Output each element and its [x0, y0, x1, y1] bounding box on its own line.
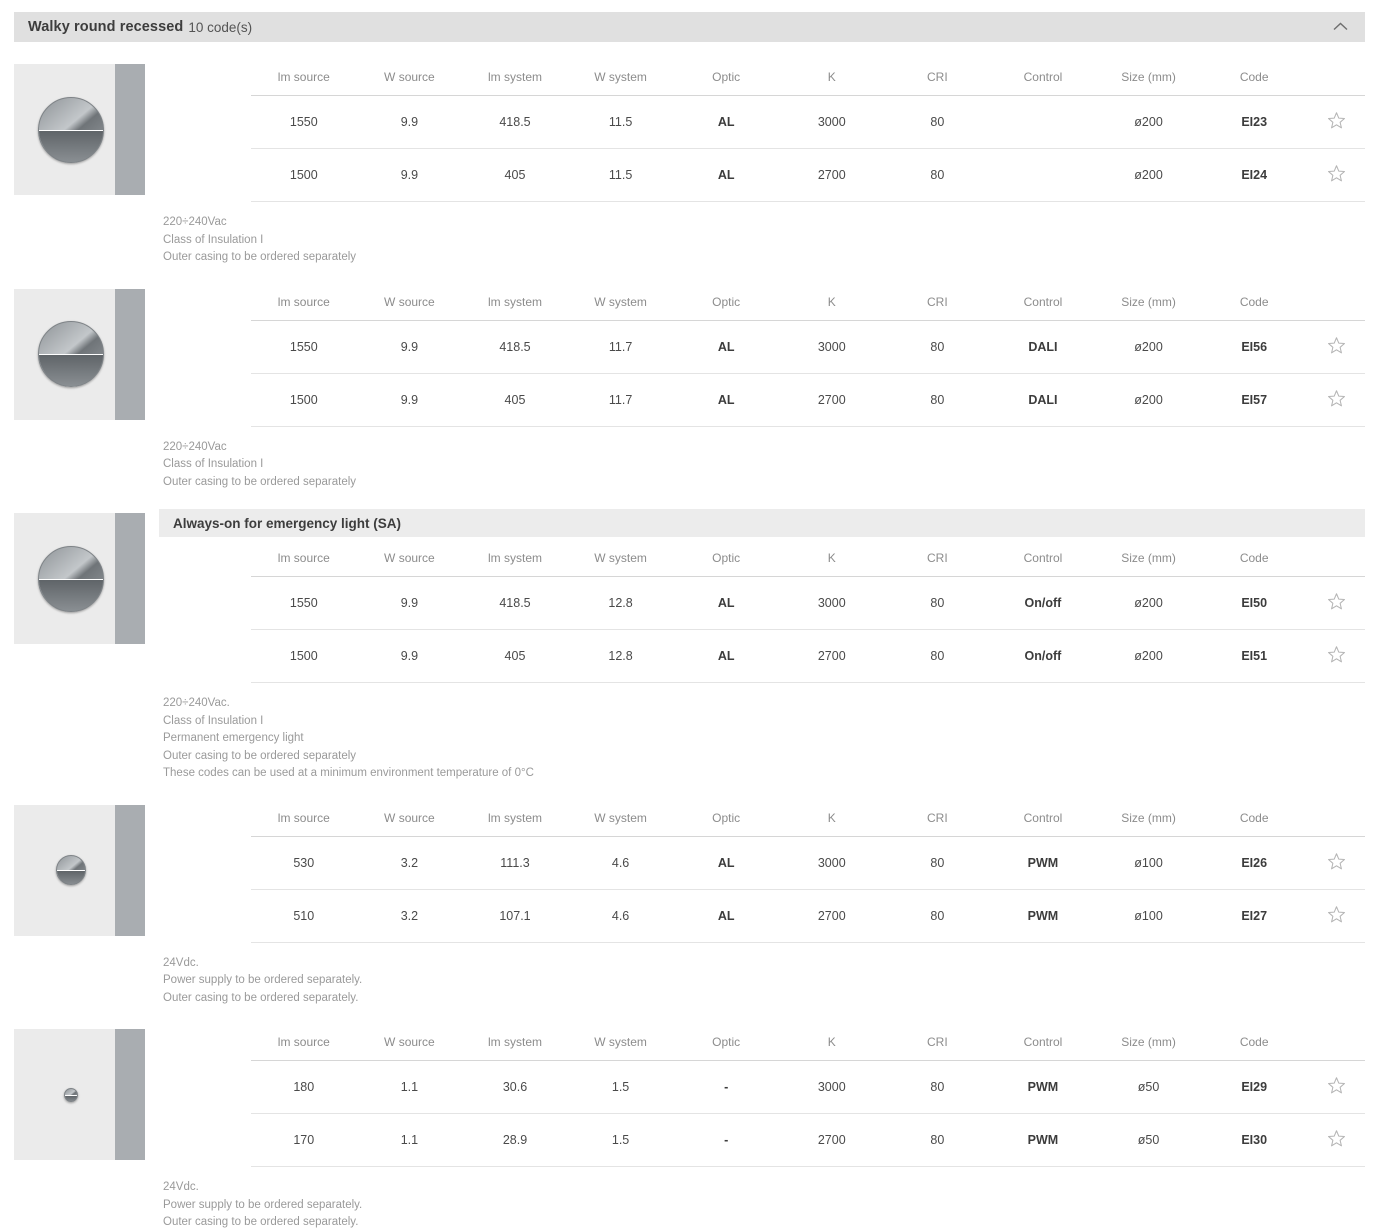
thumbnail-side-band: [115, 289, 145, 420]
cell-lm-source: 1550: [251, 577, 357, 630]
product-groups: [0, 60, 1379, 1232]
spacer-header: [159, 541, 251, 577]
table-row[interactable]: [159, 1061, 1365, 1114]
star-outline-icon[interactable]: [1327, 1129, 1346, 1148]
star-outline-icon[interactable]: [1327, 111, 1346, 130]
column-header-favorite: [1307, 801, 1365, 837]
section-code-count: 10 code(s): [188, 19, 253, 35]
cell-lm-system: 107.1: [462, 889, 568, 942]
spec-table: [159, 285, 1365, 427]
cell-w-source: 9.9: [357, 373, 463, 426]
column-header-code: Code: [1201, 1025, 1307, 1061]
table-header-row: [159, 801, 1365, 837]
product-notes: [159, 1167, 1365, 1232]
table-row[interactable]: [159, 96, 1365, 149]
recessed-luminaire-icon: [38, 97, 104, 163]
note-line: Outer casing to be ordered separately.: [163, 991, 359, 1004]
cell-optic: AL: [673, 373, 779, 426]
column-header-w-system: W system: [568, 1025, 674, 1061]
star-outline-icon[interactable]: [1327, 389, 1346, 408]
row-spacer: [159, 1061, 251, 1114]
cell-w-source: 9.9: [357, 320, 463, 373]
column-header-k: K: [779, 801, 885, 837]
row-spacer: [159, 320, 251, 373]
cell-size: ø100: [1096, 889, 1202, 942]
column-header-favorite: [1307, 60, 1365, 96]
cell-cri: 80: [885, 577, 991, 630]
spacer-header: [159, 1025, 251, 1061]
cell-lm-system: 418.5: [462, 96, 568, 149]
table-row[interactable]: [159, 373, 1365, 426]
cell-favorite[interactable]: [1307, 889, 1365, 942]
cell-lm-source: 1500: [251, 149, 357, 202]
cell-k: 2700: [779, 373, 885, 426]
note-line: Outer casing to be ordered separately.: [163, 1216, 359, 1228]
row-spacer: [159, 889, 251, 942]
table-row[interactable]: [159, 320, 1365, 373]
table-header-row: [159, 541, 1365, 577]
note-line: 24Vdc.: [163, 956, 199, 969]
product-thumbnail-wrap: [14, 285, 159, 420]
spacer-header: [159, 285, 251, 321]
cell-code: EI27: [1201, 889, 1307, 942]
cell-optic: AL: [673, 96, 779, 149]
cell-optic: AL: [673, 149, 779, 202]
cell-control: [990, 96, 1096, 149]
table-row[interactable]: [159, 889, 1365, 942]
cell-lm-source: 1500: [251, 630, 357, 683]
cell-w-source: 3.2: [357, 836, 463, 889]
cell-code: EI30: [1201, 1114, 1307, 1167]
cell-code: EI50: [1201, 577, 1307, 630]
cell-size: ø100: [1096, 836, 1202, 889]
cell-w-system: 1.5: [568, 1114, 674, 1167]
cell-cri: 80: [885, 96, 991, 149]
thumbnail-side-band: [115, 805, 145, 936]
cell-control: PWM: [990, 1061, 1096, 1114]
spec-table: [159, 60, 1365, 202]
row-spacer: [159, 149, 251, 202]
note-line: Power supply to be ordered separately.: [163, 1198, 363, 1211]
note-line: 24Vdc.: [163, 1181, 199, 1193]
column-header-w-system: W system: [568, 285, 674, 321]
product-notes: [159, 202, 1365, 267]
cell-favorite[interactable]: [1307, 373, 1365, 426]
note-line: Permanent emergency light: [163, 732, 304, 744]
product-thumbnail-wrap: [14, 801, 159, 936]
star-outline-icon[interactable]: [1327, 645, 1346, 664]
cell-size: ø200: [1096, 320, 1202, 373]
column-header-control: Control: [990, 1025, 1096, 1061]
table-row[interactable]: [159, 149, 1365, 202]
thumbnail-side-band: [115, 513, 145, 644]
cell-control: DALI: [990, 320, 1096, 373]
column-header-cri: CRI: [885, 541, 991, 577]
column-header-cri: CRI: [885, 60, 991, 96]
cell-cri: 80: [885, 1114, 991, 1167]
row-spacer: [159, 577, 251, 630]
cell-cri: 80: [885, 1061, 991, 1114]
column-header-k: K: [779, 1025, 885, 1061]
column-header-lm-system: lm system: [462, 285, 568, 321]
cell-cri: 80: [885, 373, 991, 426]
column-header-w-system: W system: [568, 801, 674, 837]
cell-control: DALI: [990, 373, 1096, 426]
cell-lm-system: 405: [462, 149, 568, 202]
row-spacer: [159, 836, 251, 889]
cell-favorite[interactable]: [1307, 1114, 1365, 1167]
cell-lm-system: 405: [462, 630, 568, 683]
column-header-size-mm: Size (mm): [1096, 801, 1202, 837]
star-outline-icon[interactable]: [1327, 592, 1346, 611]
star-outline-icon[interactable]: [1327, 852, 1346, 871]
column-header-k: K: [779, 60, 885, 96]
cell-lm-source: 1500: [251, 373, 357, 426]
cell-cri: 80: [885, 889, 991, 942]
row-spacer: [159, 1114, 251, 1167]
spec-table: [159, 1025, 1365, 1167]
cell-favorite[interactable]: [1307, 96, 1365, 149]
cell-w-source: 3.2: [357, 889, 463, 942]
product-group-tables: [159, 801, 1365, 1008]
column-header-control: Control: [990, 541, 1096, 577]
recessed-luminaire-icon: [38, 321, 104, 387]
table-header-row: [159, 60, 1365, 96]
column-header-size-mm: Size (mm): [1096, 1025, 1202, 1061]
note-line: 220÷240Vac: [163, 440, 227, 453]
cell-cri: 80: [885, 149, 991, 202]
column-header-w-source: W source: [357, 541, 463, 577]
cell-size: ø200: [1096, 373, 1202, 426]
cell-lm-source: 530: [251, 836, 357, 889]
cell-cri: 80: [885, 320, 991, 373]
column-header-k: K: [779, 541, 885, 577]
product-thumbnail[interactable]: [14, 805, 145, 936]
product-notes: [159, 427, 1365, 492]
spec-table: [159, 801, 1365, 943]
recessed-luminaire-icon: [64, 1088, 78, 1102]
cell-lm-source: 1550: [251, 320, 357, 373]
cell-optic: -: [673, 1114, 779, 1167]
table-header-row: [159, 1025, 1365, 1061]
product-thumbnail-wrap: [14, 60, 159, 195]
product-group-tables: [159, 509, 1365, 783]
product-thumbnail[interactable]: [14, 1029, 145, 1160]
product-thumbnail-wrap: [14, 509, 159, 644]
column-header-lm-system: lm system: [462, 541, 568, 577]
product-group: [0, 285, 1379, 492]
note-line: These codes can be used at a minimum environment temperature of 0°C: [163, 767, 534, 779]
column-header-optic: Optic: [673, 541, 779, 577]
note-line: 220÷240Vac: [163, 216, 227, 228]
cell-optic: AL: [673, 889, 779, 942]
spacer-header: [159, 60, 251, 96]
table-row[interactable]: [159, 630, 1365, 683]
column-header-cri: CRI: [885, 801, 991, 837]
thumbnail-side-band: [115, 64, 145, 195]
product-thumbnail[interactable]: [14, 289, 145, 420]
cell-size: ø50: [1096, 1061, 1202, 1114]
table-header-row: [159, 285, 1365, 321]
note-line: Class of Insulation I: [163, 714, 264, 727]
recessed-luminaire-icon: [38, 546, 104, 612]
product-group-tables: [159, 285, 1365, 492]
cell-lm-system: 418.5: [462, 577, 568, 630]
column-header-lm-source: lm source: [251, 1025, 357, 1061]
cell-w-system: 11.5: [568, 96, 674, 149]
column-header-favorite: [1307, 285, 1365, 321]
table-row[interactable]: [159, 577, 1365, 630]
cell-code: EI24: [1201, 149, 1307, 202]
cell-optic: -: [673, 1061, 779, 1114]
star-outline-icon[interactable]: [1327, 1076, 1346, 1095]
column-header-code: Code: [1201, 801, 1307, 837]
cell-favorite[interactable]: [1307, 630, 1365, 683]
cell-code: EI51: [1201, 630, 1307, 683]
cell-w-system: 12.8: [568, 577, 674, 630]
column-header-optic: Optic: [673, 285, 779, 321]
cell-lm-source: 1550: [251, 96, 357, 149]
cell-w-source: 1.1: [357, 1114, 463, 1167]
cell-w-system: 4.6: [568, 889, 674, 942]
product-group-tables: [159, 1025, 1365, 1232]
column-header-optic: Optic: [673, 1025, 779, 1061]
cell-size: ø200: [1096, 96, 1202, 149]
product-notes: [159, 683, 1365, 783]
cell-control: PWM: [990, 889, 1096, 942]
column-header-w-source: W source: [357, 60, 463, 96]
spacer-header: [159, 801, 251, 837]
table-row[interactable]: [159, 1114, 1365, 1167]
cell-w-system: 11.7: [568, 373, 674, 426]
row-spacer: [159, 630, 251, 683]
cell-k: 2700: [779, 149, 885, 202]
cell-w-source: 1.1: [357, 1061, 463, 1114]
note-line: Outer casing to be ordered separately: [163, 749, 357, 762]
cell-k: 2700: [779, 889, 885, 942]
column-header-lm-source: lm source: [251, 801, 357, 837]
note-line: Outer casing to be ordered separately: [163, 251, 357, 263]
row-spacer: [159, 96, 251, 149]
column-header-size-mm: Size (mm): [1096, 60, 1202, 96]
cell-w-source: 9.9: [357, 630, 463, 683]
product-thumbnail[interactable]: [14, 513, 145, 644]
cell-optic: AL: [673, 630, 779, 683]
spec-table: [159, 541, 1365, 683]
cell-lm-system: 30.6: [462, 1061, 568, 1114]
product-group: [0, 60, 1379, 267]
column-header-cri: CRI: [885, 285, 991, 321]
star-outline-icon[interactable]: [1327, 164, 1346, 183]
cell-w-source: 9.9: [357, 96, 463, 149]
column-header-w-source: W source: [357, 801, 463, 837]
product-group-tables: [159, 60, 1365, 267]
cell-control: On/off: [990, 630, 1096, 683]
column-header-code: Code: [1201, 285, 1307, 321]
product-thumbnail-wrap: [14, 1025, 159, 1160]
cell-code: EI57: [1201, 373, 1307, 426]
cell-cri: 80: [885, 836, 991, 889]
cell-size: ø200: [1096, 577, 1202, 630]
column-header-optic: Optic: [673, 60, 779, 96]
cell-favorite[interactable]: [1307, 149, 1365, 202]
table-row[interactable]: [159, 836, 1365, 889]
cell-lm-system: 111.3: [462, 836, 568, 889]
cell-control: On/off: [990, 577, 1096, 630]
section-title: Walky round recessed: [28, 19, 184, 35]
product-group: [0, 509, 1379, 783]
column-header-code: Code: [1201, 60, 1307, 96]
cell-control: PWM: [990, 1114, 1096, 1167]
cell-w-system: 1.5: [568, 1061, 674, 1114]
cell-lm-source: 170: [251, 1114, 357, 1167]
note-line: Class of Insulation I: [163, 233, 264, 246]
column-header-w-source: W source: [357, 1025, 463, 1061]
cell-lm-system: 28.9: [462, 1114, 568, 1167]
cell-lm-system: 405: [462, 373, 568, 426]
column-header-w-system: W system: [568, 60, 674, 96]
cell-code: EI29: [1201, 1061, 1307, 1114]
product-thumbnail[interactable]: [14, 64, 145, 195]
column-header-cri: CRI: [885, 1025, 991, 1061]
cell-code: EI56: [1201, 320, 1307, 373]
note-line: Power supply to be ordered separately.: [163, 974, 363, 986]
column-header-control: Control: [990, 801, 1096, 837]
column-header-lm-system: lm system: [462, 801, 568, 837]
cell-optic: AL: [673, 320, 779, 373]
cell-k: 3000: [779, 577, 885, 630]
star-outline-icon[interactable]: [1327, 905, 1346, 924]
cell-control: PWM: [990, 836, 1096, 889]
column-header-control: Control: [990, 285, 1096, 321]
cell-k: 3000: [779, 1061, 885, 1114]
cell-favorite[interactable]: [1307, 1061, 1365, 1114]
cell-w-system: 11.7: [568, 320, 674, 373]
column-header-optic: Optic: [673, 801, 779, 837]
note-line: Class of Insulation I: [163, 458, 264, 470]
thumbnail-side-band: [115, 1029, 145, 1160]
row-spacer: [159, 373, 251, 426]
star-outline-icon[interactable]: [1327, 336, 1346, 355]
column-header-lm-system: lm system: [462, 1025, 568, 1061]
cell-favorite[interactable]: [1307, 577, 1365, 630]
recessed-luminaire-icon: [56, 855, 86, 885]
note-line: 220÷240Vac.: [163, 697, 230, 709]
chevron-up-icon[interactable]: [1332, 19, 1349, 36]
product-notes: [159, 943, 1365, 1008]
cell-k: 3000: [779, 96, 885, 149]
subsection-title: Always-on for emergency light (SA): [173, 515, 402, 531]
cell-control: [990, 149, 1096, 202]
cell-k: 2700: [779, 1114, 885, 1167]
subsection-header: [159, 509, 1365, 537]
product-group: [0, 801, 1379, 1008]
column-header-lm-source: lm source: [251, 541, 357, 577]
cell-w-source: 9.9: [357, 149, 463, 202]
cell-k: 2700: [779, 630, 885, 683]
cell-cri: 80: [885, 630, 991, 683]
column-header-size-mm: Size (mm): [1096, 285, 1202, 321]
cell-k: 3000: [779, 320, 885, 373]
section-header-walky-round-recessed[interactable]: [14, 12, 1365, 42]
column-header-lm-source: lm source: [251, 60, 357, 96]
product-group: [0, 1025, 1379, 1232]
column-header-code: Code: [1201, 541, 1307, 577]
column-header-favorite: [1307, 541, 1365, 577]
column-header-lm-system: lm system: [462, 60, 568, 96]
cell-w-system: 11.5: [568, 149, 674, 202]
note-line: Outer casing to be ordered separately: [163, 475, 357, 488]
product-codes-page: [0, 12, 1379, 1232]
cell-favorite[interactable]: [1307, 836, 1365, 889]
cell-optic: AL: [673, 577, 779, 630]
cell-w-source: 9.9: [357, 577, 463, 630]
cell-favorite[interactable]: [1307, 320, 1365, 373]
cell-w-system: 12.8: [568, 630, 674, 683]
column-header-w-source: W source: [357, 285, 463, 321]
cell-lm-system: 418.5: [462, 320, 568, 373]
column-header-lm-source: lm source: [251, 285, 357, 321]
cell-size: ø200: [1096, 630, 1202, 683]
cell-code: EI26: [1201, 836, 1307, 889]
cell-k: 3000: [779, 836, 885, 889]
cell-size: ø50: [1096, 1114, 1202, 1167]
column-header-favorite: [1307, 1025, 1365, 1061]
column-header-control: Control: [990, 60, 1096, 96]
column-header-k: K: [779, 285, 885, 321]
column-header-w-system: W system: [568, 541, 674, 577]
cell-lm-source: 510: [251, 889, 357, 942]
cell-size: ø200: [1096, 149, 1202, 202]
cell-w-system: 4.6: [568, 836, 674, 889]
cell-lm-source: 180: [251, 1061, 357, 1114]
column-header-size-mm: Size (mm): [1096, 541, 1202, 577]
cell-code: EI23: [1201, 96, 1307, 149]
cell-optic: AL: [673, 836, 779, 889]
